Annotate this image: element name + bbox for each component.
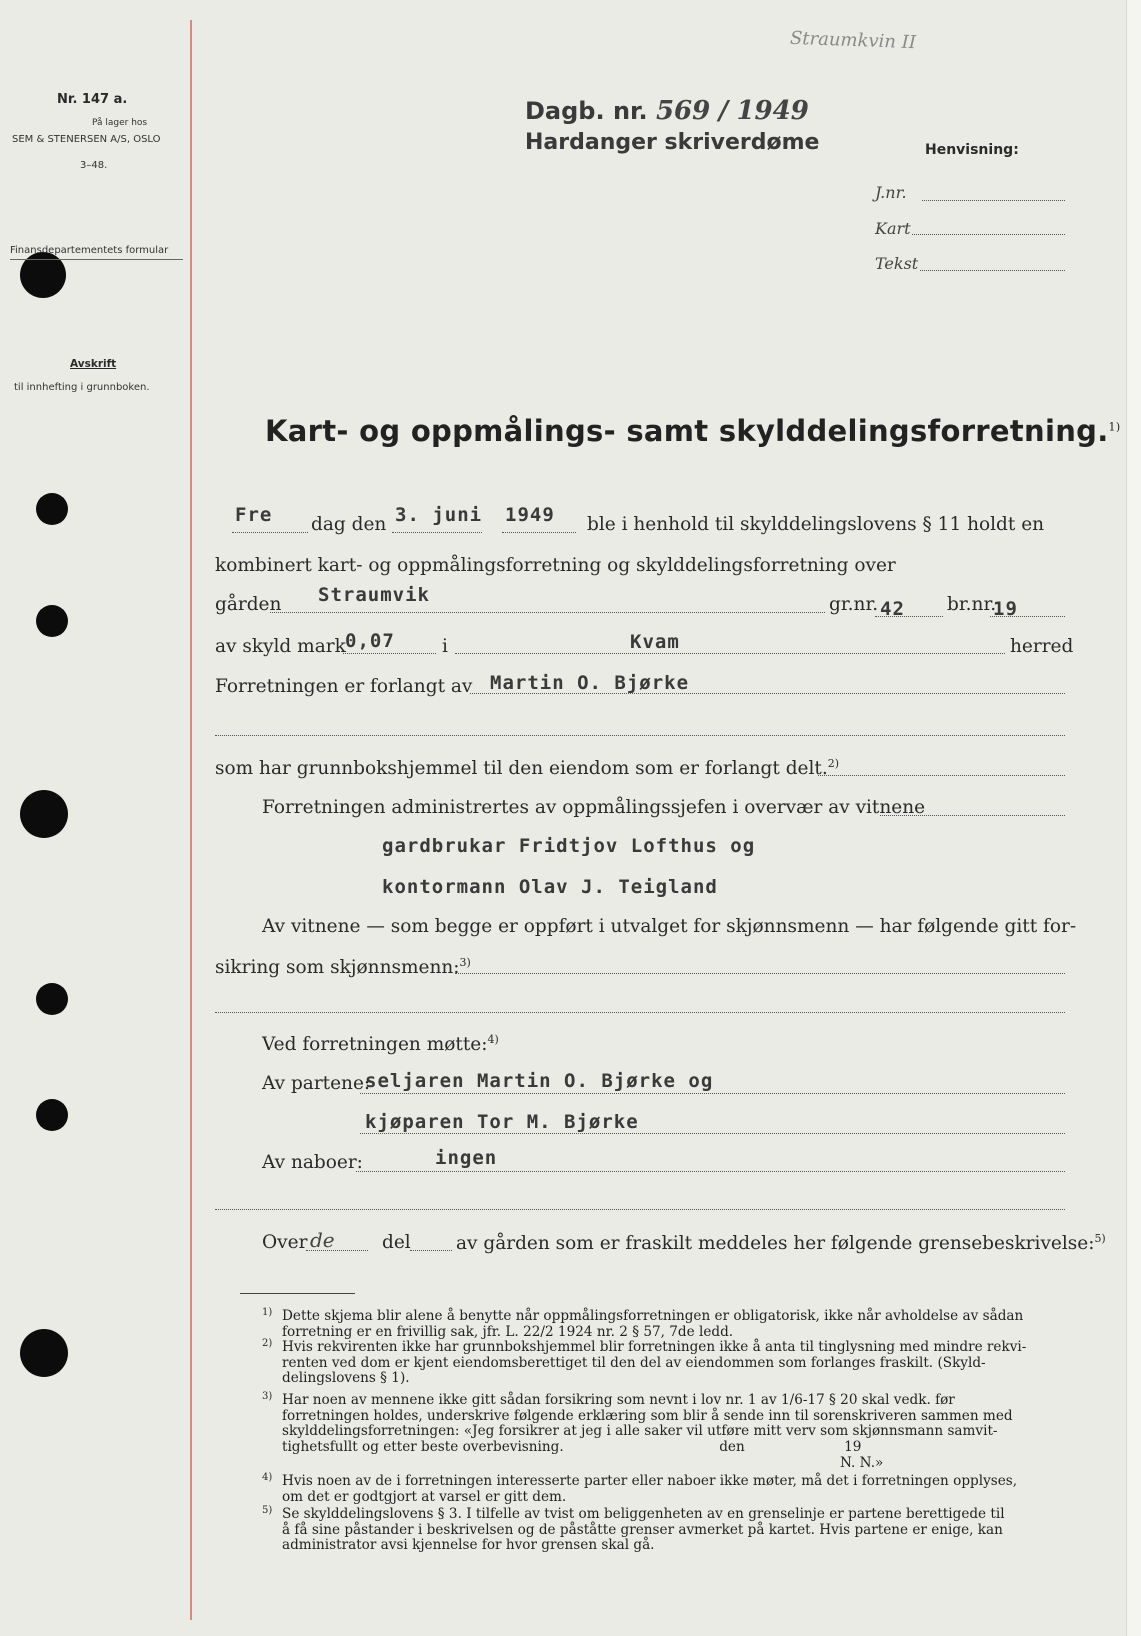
grnr-line bbox=[875, 616, 943, 617]
brnr-label: br.nr. bbox=[947, 594, 997, 615]
dagbok-prefix: Dagb. nr. bbox=[525, 97, 648, 125]
assurance-line-1: Av vitnene — som begge er oppført i utvalget for skjønnsmenn — har følgende gitt for- bbox=[262, 916, 1077, 937]
herred-label: herred bbox=[1010, 636, 1074, 657]
assurance-text: sikring som skjønnsmenn: bbox=[215, 957, 460, 979]
requested-line bbox=[470, 693, 1065, 694]
footnote-signature: N. N.» bbox=[840, 1455, 884, 1471]
copy-note: til innhefting i grunnboken. bbox=[14, 382, 150, 393]
municipality-line bbox=[455, 653, 1005, 654]
footnote-4 bbox=[282, 1474, 1017, 1505]
neighbours-value: ingen bbox=[435, 1147, 498, 1169]
grnr-label: gr.nr. bbox=[829, 594, 879, 615]
brnr-line bbox=[990, 616, 1065, 617]
form-number: Nr. 147 a. bbox=[57, 92, 128, 107]
grunnbok-text bbox=[215, 757, 839, 779]
neighbours-line bbox=[356, 1171, 1065, 1172]
party-1: seljaren Martin O. Bjørke og bbox=[365, 1070, 714, 1092]
footnote-2 bbox=[282, 1340, 1026, 1387]
admin-text: Forretningen administrertes av oppmålingssjefen i overvær av vitnene bbox=[262, 797, 926, 818]
footnote-5 bbox=[282, 1507, 1005, 1554]
footnote-3-line-3: skylddelingsforretningen: «Jeg forsikrer at jeg i alle saker vil utføre mitt verv som skjønnsmann samvit- bbox=[282, 1423, 998, 1440]
footnote-4-number: 4) bbox=[262, 1472, 273, 1483]
grunnbok-footnote-ref: 2) bbox=[827, 757, 840, 770]
over-label: Over bbox=[262, 1232, 308, 1253]
municipality: Kvam bbox=[630, 631, 680, 653]
page-edge bbox=[1126, 0, 1141, 1636]
reference-kart-line bbox=[912, 234, 1065, 235]
day-label: dag den bbox=[311, 514, 387, 535]
footnote-4-line-2: om det er godtgjort at varsel er gitt dem. bbox=[282, 1488, 567, 1505]
footnote-2-line-3: delingslovens § 1). bbox=[282, 1370, 410, 1387]
footnote-5-line-2: å få sine påstander i beskrivelsen og de påståtte grenser avmerket på kartet. Hvis partene er enige, kan bbox=[282, 1521, 1003, 1538]
requested-by: Martin O. Bjørke bbox=[490, 672, 690, 694]
footnote-2-number: 2) bbox=[262, 1338, 273, 1349]
assurance-line-2 bbox=[215, 956, 471, 978]
assurance-line-blank bbox=[215, 1012, 1065, 1013]
copy-label: Avskrift bbox=[70, 358, 117, 370]
footnote-5-line-3: administrator avsi kjennelse for hvor grensen skal gå. bbox=[282, 1537, 655, 1554]
footnote-2-line-2: renten ved dom er kjent eiendomsberettiget til den del av eiendommen som forlanges fraskilt. (Skyld- bbox=[282, 1354, 986, 1371]
title-footnote-ref: 1) bbox=[1108, 420, 1121, 434]
margin-rule bbox=[190, 20, 192, 1620]
over-value: de bbox=[310, 1228, 335, 1252]
footnote-3-line-4: tighetsfullt og etter beste overbevisning. den 19 bbox=[282, 1438, 862, 1455]
del-label: del bbox=[382, 1232, 411, 1253]
page-title-text: Kart- og oppmålings- samt skylddelingsforretning. bbox=[265, 414, 1109, 448]
boundary-text bbox=[456, 1232, 1106, 1254]
reference-heading: Henvisning: bbox=[925, 142, 1019, 158]
ministry-form: Finansdepartementets formular bbox=[10, 245, 169, 256]
neighbours-line-2 bbox=[215, 1209, 1065, 1210]
meeting-date: 3. juni bbox=[395, 504, 483, 526]
date-line bbox=[392, 532, 482, 533]
punch-hole bbox=[36, 983, 68, 1015]
assurance-footnote-ref: 3) bbox=[459, 956, 471, 969]
punch-hole bbox=[36, 605, 68, 637]
punch-hole bbox=[20, 790, 68, 838]
footnote-3-line-2: forretningen holdes, underskrive følgende erklæring som blir å sende inn til sorenskriveren sammen med bbox=[282, 1407, 1013, 1424]
reference-jnr-label: J.nr. bbox=[875, 183, 907, 202]
boundary-text-body: av gården som er fraskilt meddeles her følgende grensebeskrivelse: bbox=[456, 1233, 1095, 1255]
intro-line-2: kombinert kart- og oppmålingsforretning og skylddelingsforretning over bbox=[215, 555, 896, 576]
dagbok-year: 1949 bbox=[736, 96, 809, 126]
dagbok-stamp bbox=[525, 96, 809, 126]
over-line bbox=[306, 1250, 368, 1251]
reference-jnr-line bbox=[922, 200, 1065, 201]
parties-line-2 bbox=[360, 1133, 1065, 1134]
boundary-footnote-ref: 5) bbox=[1094, 1232, 1106, 1245]
ministry-underline bbox=[10, 259, 183, 260]
neighbours-label: Av naboer: bbox=[262, 1152, 363, 1173]
requested-label: Forretningen er forlangt av bbox=[215, 676, 473, 697]
witness-2: kontormann Olav J. Teigland bbox=[382, 876, 718, 898]
farm-line bbox=[270, 612, 825, 613]
parties-line bbox=[360, 1093, 1065, 1094]
year-line bbox=[502, 532, 576, 533]
footnote-1-line-2: forretning er en frivillig sak, jfr. L. 22/2 1924 nr. 2 § 57, 7de ledd. bbox=[282, 1323, 734, 1340]
day-prefix: Fre bbox=[235, 504, 273, 526]
office-stamp: Hardanger skriverdøme bbox=[525, 130, 820, 155]
dagbok-number: 569 bbox=[655, 96, 711, 126]
party-2: kjøparen Tor M. Bjørke bbox=[365, 1111, 639, 1133]
dagbok-slash: / bbox=[718, 96, 729, 126]
form-date: 3–48. bbox=[80, 160, 108, 171]
met-text-body: Ved forretningen møtte: bbox=[262, 1034, 488, 1056]
footnote-2-line-1: Hvis rekvirenten ikke har grunnbokshjemmel blir forretningen ikke å anta til tinglysning med mindre rekvi- bbox=[282, 1339, 1027, 1355]
footnote-3-line-1: Har noen av mennene ikke gitt sådan forsikring som nevnt i lov nr. 1 av 1/6-17 § 20 skal vedk. før bbox=[282, 1392, 955, 1408]
del-line bbox=[410, 1250, 452, 1251]
meeting-year: 1949 bbox=[505, 504, 555, 526]
publisher-name: SEM & STENERSEN A/S, OSLO bbox=[12, 134, 161, 145]
footnote-3 bbox=[282, 1393, 1013, 1455]
grunnbok-line bbox=[818, 775, 1065, 776]
requested-line-2 bbox=[215, 735, 1065, 736]
footnote-5-number: 5) bbox=[262, 1505, 273, 1516]
farm-name: Straumvik bbox=[318, 584, 430, 606]
met-text bbox=[262, 1033, 499, 1055]
assurance-line bbox=[455, 973, 1065, 974]
brnr-value: 19 bbox=[993, 598, 1018, 620]
footnote-5-line-1: Se skylddelingslovens § 3. I tilfelle av tvist om beliggenheten av en grenselinje er partene berettigede til bbox=[282, 1506, 1005, 1522]
footnote-rule bbox=[240, 1293, 355, 1294]
reference-tekst-label: Tekst bbox=[875, 254, 919, 273]
admin-line bbox=[880, 815, 1065, 816]
footnote-1-line-1: Dette skjema blir alene å benytte når oppmålingsforretningen er obligatorisk, ikke når avholdelse av sådan bbox=[282, 1308, 1024, 1324]
grunnbok-text-body: som har grunnbokshjemmel til den eiendom som er forlangt delt. bbox=[215, 758, 828, 780]
footnote-1 bbox=[282, 1309, 1023, 1340]
footnote-1-number: 1) bbox=[262, 1307, 273, 1318]
reference-kart-label: Kart bbox=[875, 219, 911, 238]
punch-hole bbox=[36, 493, 68, 525]
day-prefix-line bbox=[232, 532, 308, 533]
handwritten-corner-note: Straumkvin II bbox=[789, 27, 917, 54]
footnote-4-line-1: Hvis noen av de i forretningen interesserte parter eller naboer ikke møter, må det i forretningen opplyses, bbox=[282, 1473, 1018, 1489]
punch-hole bbox=[20, 1329, 68, 1377]
grnr-value: 42 bbox=[880, 598, 905, 620]
publisher-line: På lager hos bbox=[92, 118, 148, 128]
skyld-value: 0,07 bbox=[345, 630, 395, 652]
intro-text: ble i henhold til skylddelingslovens § 11 holdt en bbox=[587, 514, 1045, 535]
i-label: i bbox=[442, 636, 448, 657]
parties-label: Av partene: bbox=[262, 1073, 371, 1094]
met-footnote-ref: 4) bbox=[487, 1033, 499, 1046]
farm-label: gården bbox=[215, 594, 282, 615]
footnote-3-number: 3) bbox=[262, 1391, 273, 1402]
skyld-line bbox=[343, 653, 436, 654]
page-title bbox=[265, 414, 1120, 448]
reference-tekst-line bbox=[920, 270, 1065, 271]
skyld-label: av skyld mark bbox=[215, 636, 346, 657]
punch-hole bbox=[36, 1099, 68, 1131]
witness-1: gardbrukar Fridtjov Lofthus og bbox=[382, 835, 756, 857]
